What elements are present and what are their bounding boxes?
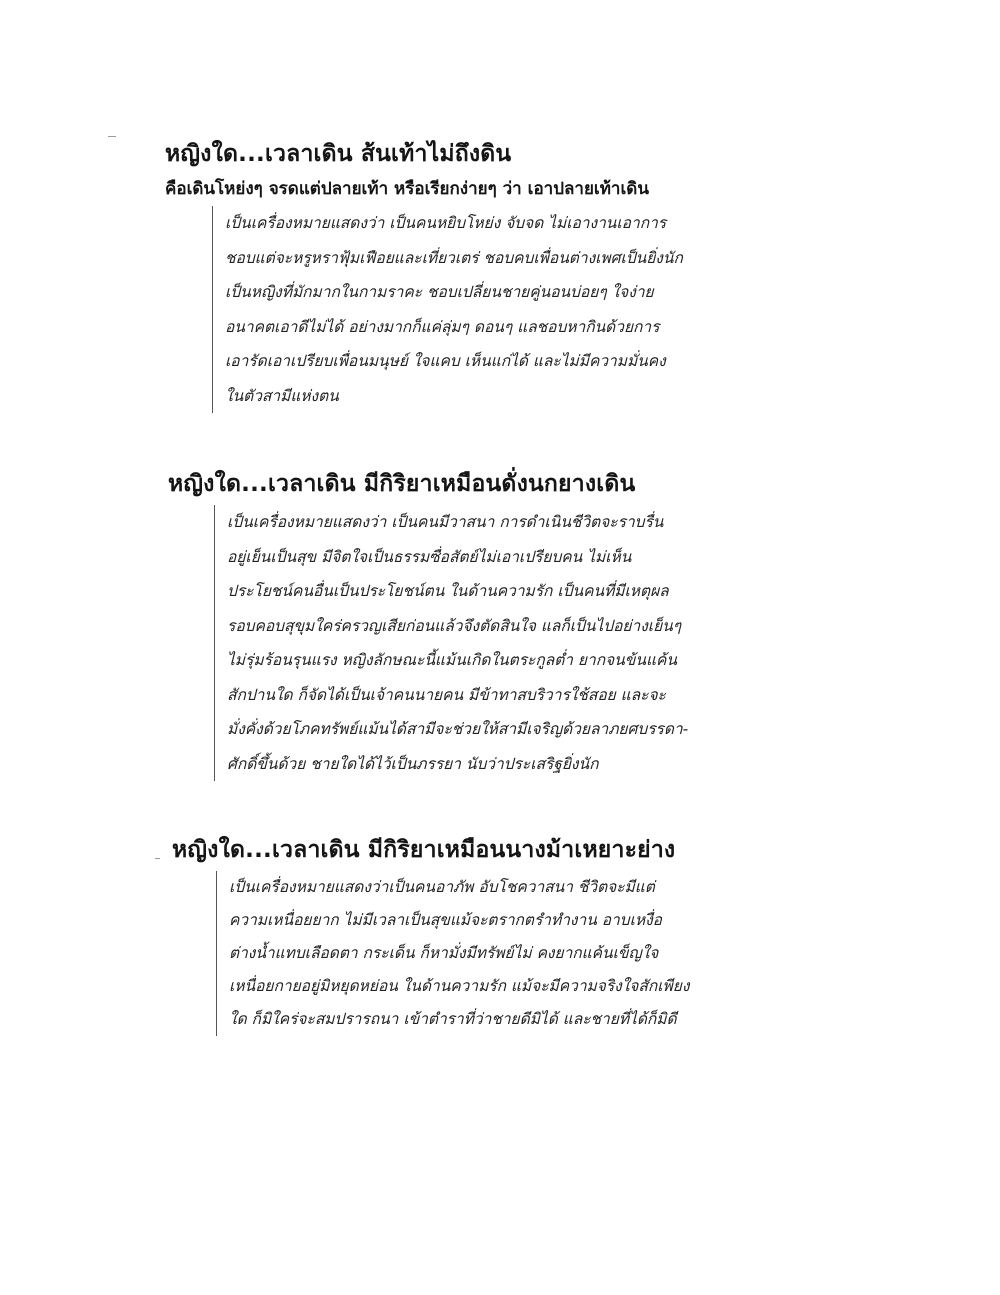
- body-line: ใด ก็มิใคร่จะสมปรารถนา เข้าตำราที่ว่าชายดีมิได้ และชายที่ได้ก็มิดี: [229, 1010, 677, 1028]
- scan-mark: [108, 136, 116, 137]
- scan-mark: [155, 858, 160, 859]
- body-line: อยู่เย็นเป็นสุข มีจิตใจเป็นธรรมซื่อสัตย์ไม่เอาเปรียบคน ไม่เห็น: [227, 547, 632, 566]
- body-line: อนาคตเอาดีไม่ได้ อย่างมากก็แค่ลุ่มๆ ดอนๆ แลชอบหากินด้วยการ: [225, 317, 660, 336]
- body-line: มั่งคั่งด้วยโภคทรัพย์แม้นได้สามีจะช่วยให้สามีเจริญด้วยลาภยศบรรดา-: [227, 720, 689, 738]
- section-heading: หญิงใด...เวลาเดิน ส้นเท้าไม่ถึงดิน: [165, 141, 512, 167]
- body-line: ต่างน้ำแทบเลือดตา กระเด็น ก็หามั่งมีทรัพย์ไม่ คงยากแค้นเข็ญใจ: [229, 944, 659, 962]
- body-line: รอบคอบสุขุมใคร่ครวญเสียก่อนแล้วจึงตัดสินใจ แลก็เป็นไปอย่างเย็นๆ: [227, 616, 682, 635]
- body-line: เป็นหญิงที่มักมากในกามราคะ ชอบเปลี่ยนชายคู่นอนบ่อยๆ ใจง่าย: [225, 283, 654, 301]
- section-heading: หญิงใด...เวลาเดิน มีกิริยาเหมือนดั่งนกยางเดิน: [168, 471, 636, 497]
- body-line: ในตัวสามีแห่งตน: [225, 386, 339, 405]
- body-line: เป็นเครื่องหมายแสดงว่าเป็นคนอาภัพ อับโชควาสนา ชีวิตจะมีแต่: [229, 878, 655, 896]
- section-body: [212, 206, 683, 413]
- body-line: เอารัดเอาเปรียบเพื่อนมนุษย์ ใจแคบ เห็นแก่ได้ และไม่มีความมั่นคง: [225, 352, 666, 370]
- body-line: เป็นเครื่องหมายแสดงว่า เป็นคนหยิบโหย่ง จับจด ไม่เอางานเอาการ: [225, 214, 667, 232]
- body-line: เหนื่อยกายอยู่มิหยุดหย่อน ในด้านความรัก แม้จะมีความจริงใจสักเพียง: [229, 977, 690, 995]
- body-line: ประโยชน์คนอื่นเป็นประโยชน์ตน ในด้านความรัก เป็นคนที่มีเหตุผล: [227, 582, 669, 600]
- section-heading: หญิงใด...เวลาเดิน มีกิริยาเหมือนนางม้าเหยาะย่าง: [172, 837, 676, 863]
- body-line: เป็นเครื่องหมายแสดงว่า เป็นคนมีวาสนา การดำเนินชีวิตจะราบรื่น: [227, 513, 664, 531]
- body-line: ความเหนื่อยยาก ไม่มีเวลาเป็นสุขแม้จะตรากตรำทำงาน อาบเหงื่อ: [229, 911, 662, 929]
- section-subheading: คือเดินโหย่งๆ จรดแต่ปลายเท้า หรือเรียกง่ายๆ ว่า เอาปลายเท้าเดิน: [165, 179, 649, 199]
- body-line: ไม่รุ่มร้อนรุนแรง หญิงลักษณะนี้แม้นเกิดในตระกูลต่ำ ยากจนข้นแค้น: [227, 651, 677, 669]
- body-line: ชอบแต่จะหรูหราฟุ้มเฟือยและเที่ยวเตร่ ชอบคบเพื่อนต่างเพศเป็นยิ่งนัก: [225, 248, 683, 267]
- section-body: [216, 871, 689, 1036]
- body-line: สักปานใด ก็จัดได้เป็นเจ้าคนนายคน มีข้าทาสบริวารใช้สอย และจะ: [227, 685, 666, 704]
- body-line: ศักดิ์ขึ้นด้วย ชายใดได้ไว้เป็นภรรยา นับว่าประเสริฐยิ่งนัก: [227, 754, 599, 773]
- section-body: [214, 505, 688, 781]
